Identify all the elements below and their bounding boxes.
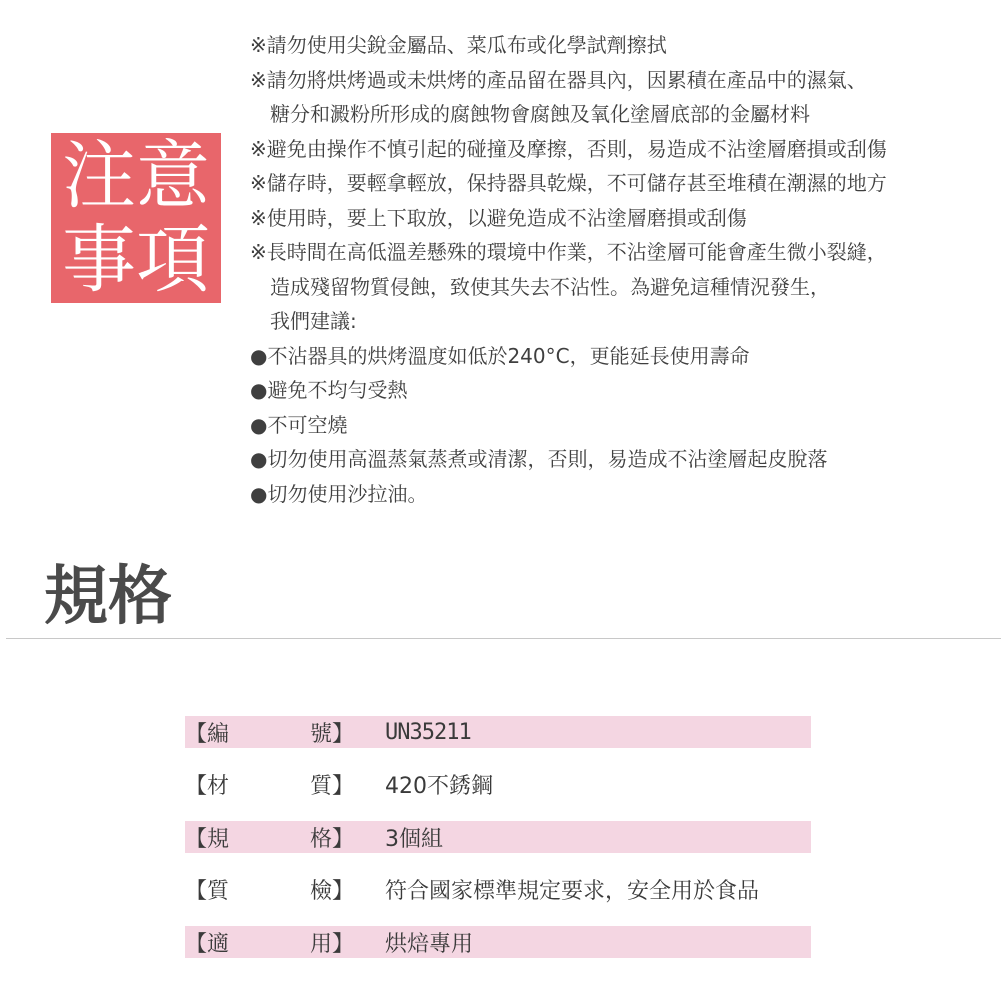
- spec-value: 3個組: [385, 826, 443, 852]
- spec-table: [185, 716, 811, 979]
- spec-label-end: 用】: [310, 931, 355, 957]
- recommendation-item: ●切勿使用高溫蒸氣蒸煮或清潔，否則，易造成不沾塗層起皮脫落: [250, 447, 828, 471]
- spec-label-end: 檢】: [310, 879, 355, 904]
- spec-label-start: 【適: [185, 931, 230, 957]
- recommendation-item: ●切勿使用沙拉油。: [250, 481, 428, 506]
- notice-item-continuation: 糖分和澱粉所形成的腐蝕物會腐蝕及氧化塗層底部的金屬材料: [270, 102, 810, 126]
- spec-value: UN35211: [385, 719, 471, 745]
- recommendation-item: ●不沾器具的烘烤溫度如低於240°C，更能延長使用壽命: [250, 343, 750, 368]
- recommendation-item: ●不可空燒: [250, 412, 348, 437]
- spec-row-model: [185, 716, 811, 748]
- spec-row-material: [185, 769, 811, 801]
- section-divider: [6, 638, 1001, 639]
- notice-item: ※避免由操作不慎引起的碰撞及摩擦，否則，易造成不沾塗層磨損或刮傷: [250, 136, 887, 161]
- notice-item-continuation: 我們建議:: [270, 309, 357, 333]
- notice-item: ※儲存時，要輕拿輕放，保持器具乾燥，不可儲存甚至堆積在潮濕的地方: [250, 171, 887, 195]
- spec-label-end: 號】: [310, 721, 355, 747]
- notice-item-continuation: 造成殘留物質侵蝕，致使其失去不沾性。為避免這種情況發生，: [270, 274, 830, 299]
- recommendation-item: ●避免不均勻受熱: [250, 378, 408, 402]
- spec-label-end: 格】: [310, 826, 355, 852]
- notice-item: ※使用時，要上下取放，以避免造成不沾塗層磨損或刮傷: [250, 205, 747, 230]
- spec-value: 420不銹鋼: [385, 774, 493, 799]
- notice-item: ※長時間在高低溫差懸殊的環境中作業，不沾塗層可能會產生微小裂縫，: [250, 240, 887, 264]
- spec-row-size: [185, 821, 811, 853]
- spec-value: 符合國家標準規定要求，安全用於食品: [385, 879, 760, 904]
- spec-value: 烘焙專用: [385, 931, 474, 957]
- notice-list: [250, 28, 1000, 511]
- spec-label-start: 【規: [185, 826, 230, 852]
- spec-label-end: 質】: [310, 774, 355, 799]
- notice-badge-line1: 注意: [62, 133, 210, 219]
- spec-label-start: 【質: [185, 879, 230, 904]
- spec-label-start: 【編: [185, 721, 230, 747]
- spec-label-start: 【材: [185, 774, 230, 799]
- notice-badge: [51, 133, 221, 303]
- notice-item: ※請勿將烘烤過或未烘烤的產品留在器具內，因累積在產品中的濕氣、: [250, 67, 867, 92]
- specs-title: 規格: [44, 560, 172, 634]
- notice-item: ※請勿使用尖銳金屬品、菜瓜布或化學試劑擦拭: [250, 33, 667, 57]
- spec-row-inspection: [185, 874, 811, 906]
- notice-badge-line2: 事項: [62, 217, 210, 303]
- spec-row-usage: [185, 926, 811, 958]
